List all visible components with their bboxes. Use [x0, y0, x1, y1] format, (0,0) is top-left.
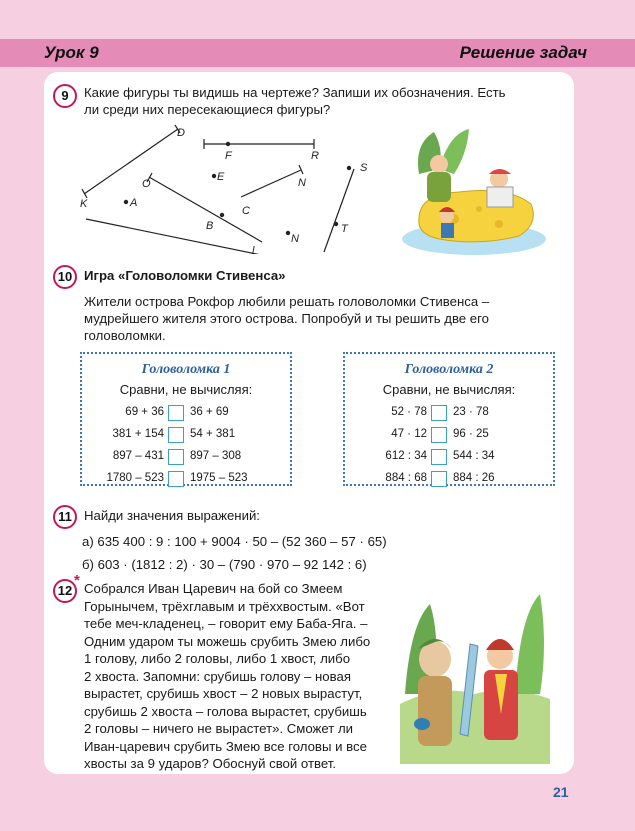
expression-right: 1975 – 523	[190, 472, 248, 484]
puzzle-2-box	[343, 352, 555, 486]
task-11-expression-a: а) 635 400 : 9 : 100 + 9004 · 50 – (52 360 – 57 · 65)	[82, 534, 387, 549]
compare-box[interactable]	[431, 405, 447, 421]
compare-box[interactable]	[168, 449, 184, 465]
puzzle-2-subtitle: Сравни, не вычисляя:	[382, 382, 516, 397]
line-l	[86, 219, 266, 254]
puzzle-row	[82, 448, 290, 468]
label-n-1: N	[298, 177, 306, 189]
puzzle-row	[82, 404, 290, 424]
task-11-number: 11	[53, 505, 77, 529]
puzzle-2-title: Головоломка 2	[404, 362, 494, 377]
task-12-line-11: хвосты за 9 ударов? Обоснуй свой ответ.	[84, 756, 337, 771]
task-9-text-line-2: ли среди них пересекающиеся фигуры?	[84, 102, 331, 117]
puzzle-row	[345, 404, 553, 424]
puzzle-1-box	[80, 352, 292, 486]
fairy-tale-illustration	[400, 584, 550, 764]
compare-box[interactable]	[431, 427, 447, 443]
expression-left: 884 : 68	[385, 472, 427, 484]
label-f: F	[225, 150, 232, 162]
puzzle-row	[345, 426, 553, 446]
label-d: D	[177, 127, 185, 139]
expression-right: 23 · 78	[453, 406, 489, 418]
puzzle-row	[345, 470, 553, 490]
segment-kd	[84, 129, 178, 194]
label-r: R	[311, 150, 319, 162]
task-12-line-9: 2 головы – ничего не вырастет». Сможет ли	[84, 721, 354, 736]
expression-right: 544 : 34	[453, 450, 495, 462]
expression-left: 612 : 34	[385, 450, 427, 462]
puzzle-row	[82, 470, 290, 490]
segment-cn	[241, 170, 301, 197]
task-11-title: Найди значения выражений:	[84, 508, 260, 523]
task-12-line-4: Одним ударом ты можешь срубить Змею либо	[84, 633, 371, 649]
task-12-line-3: тебе меч-кладенец, – говорит ему Баба-Яга. –	[84, 616, 368, 631]
task-12-line-5: 1 голову, либо 2 головы, либо 1 хвост, либо	[84, 651, 351, 666]
expression-right: 897 – 308	[190, 450, 242, 462]
task-12-line-7: вырастет, срубишь хвост – 2 новых вырастут,	[84, 686, 363, 701]
task-10-text-line-2: мудрейшего жителя этого острова. Попробуй и ты решить две его	[84, 311, 489, 326]
geometry-drawing	[74, 124, 394, 254]
task-9-number: 9	[53, 84, 77, 108]
task-12-line-10: Иван-царевич срубить Змею все головы и все	[84, 738, 367, 754]
compare-box[interactable]	[168, 471, 184, 487]
task-12-line-1: Собрался Иван Царевич на бой со Змеем	[84, 581, 343, 596]
puzzle-row	[82, 426, 290, 446]
task-10-title: Игра «Головоломки Стивенса»	[84, 268, 286, 283]
label-a: A	[130, 197, 138, 209]
difficulty-star: *	[74, 572, 80, 589]
topic-title: Решение задач	[459, 43, 587, 62]
label-e: E	[217, 171, 225, 183]
expression-left: 47 · 12	[391, 428, 427, 440]
page-number: 21	[553, 784, 569, 800]
compare-box[interactable]	[431, 449, 447, 465]
task-10-text-line-3: головоломки.	[84, 328, 166, 343]
label-k: K	[80, 198, 88, 210]
expression-right: 36 + 69	[190, 406, 229, 418]
page-content	[44, 72, 574, 774]
task-10-text-line-1: Жители острова Рокфор любили решать головоломки Стивенса –	[84, 294, 490, 309]
task-10-number: 10	[53, 265, 77, 289]
task-11-expression-b: б) 603 · (1812 : 2) · 30 – (790 · 970 – 92 142 : 6)	[82, 557, 367, 572]
expression-left: 52 · 78	[391, 406, 427, 418]
compare-box[interactable]	[168, 427, 184, 443]
expression-left: 1780 – 523	[106, 472, 164, 484]
task-9-text-line-1: Какие фигуры ты видишь на чертеже? Запиши их обозначения. Есть	[84, 85, 506, 100]
task-12-number: 12	[53, 579, 77, 603]
label-n-2: N	[291, 233, 299, 245]
task-12-line-8: срубишь 2 хвоста – голова вырастет, срубишь	[84, 703, 367, 719]
label-b: B	[206, 220, 214, 232]
label-o: O	[142, 178, 151, 190]
compare-box[interactable]	[431, 471, 447, 487]
task-12-line-2: Горынычем, трёхглавым и трёххвостым. «Вот	[84, 598, 365, 614]
lesson-title: Урок 9	[44, 43, 99, 62]
expression-right: 54 + 381	[190, 428, 236, 440]
expression-left: 381 + 154	[112, 428, 164, 440]
puzzle-row	[345, 448, 553, 468]
label-c: C	[242, 205, 250, 217]
expression-left: 897 – 431	[112, 450, 164, 462]
task-12-line-6: 2 хвоста. Запомни: срубишь голову – новая	[84, 668, 351, 684]
expression-right: 884 : 26	[453, 472, 495, 484]
compare-box[interactable]	[168, 405, 184, 421]
cheese-island-illustration	[399, 124, 549, 259]
puzzle-1-title: Головоломка 1	[141, 362, 231, 377]
lesson-header	[0, 39, 635, 67]
expression-right: 96 · 25	[453, 428, 489, 440]
label-s: S	[360, 162, 368, 174]
line-st	[324, 169, 354, 252]
puzzle-1-subtitle: Сравни, не вычисляя:	[119, 382, 253, 397]
label-l: l	[252, 245, 255, 254]
label-t: T	[341, 223, 348, 235]
expression-left: 69 + 36	[125, 406, 164, 418]
